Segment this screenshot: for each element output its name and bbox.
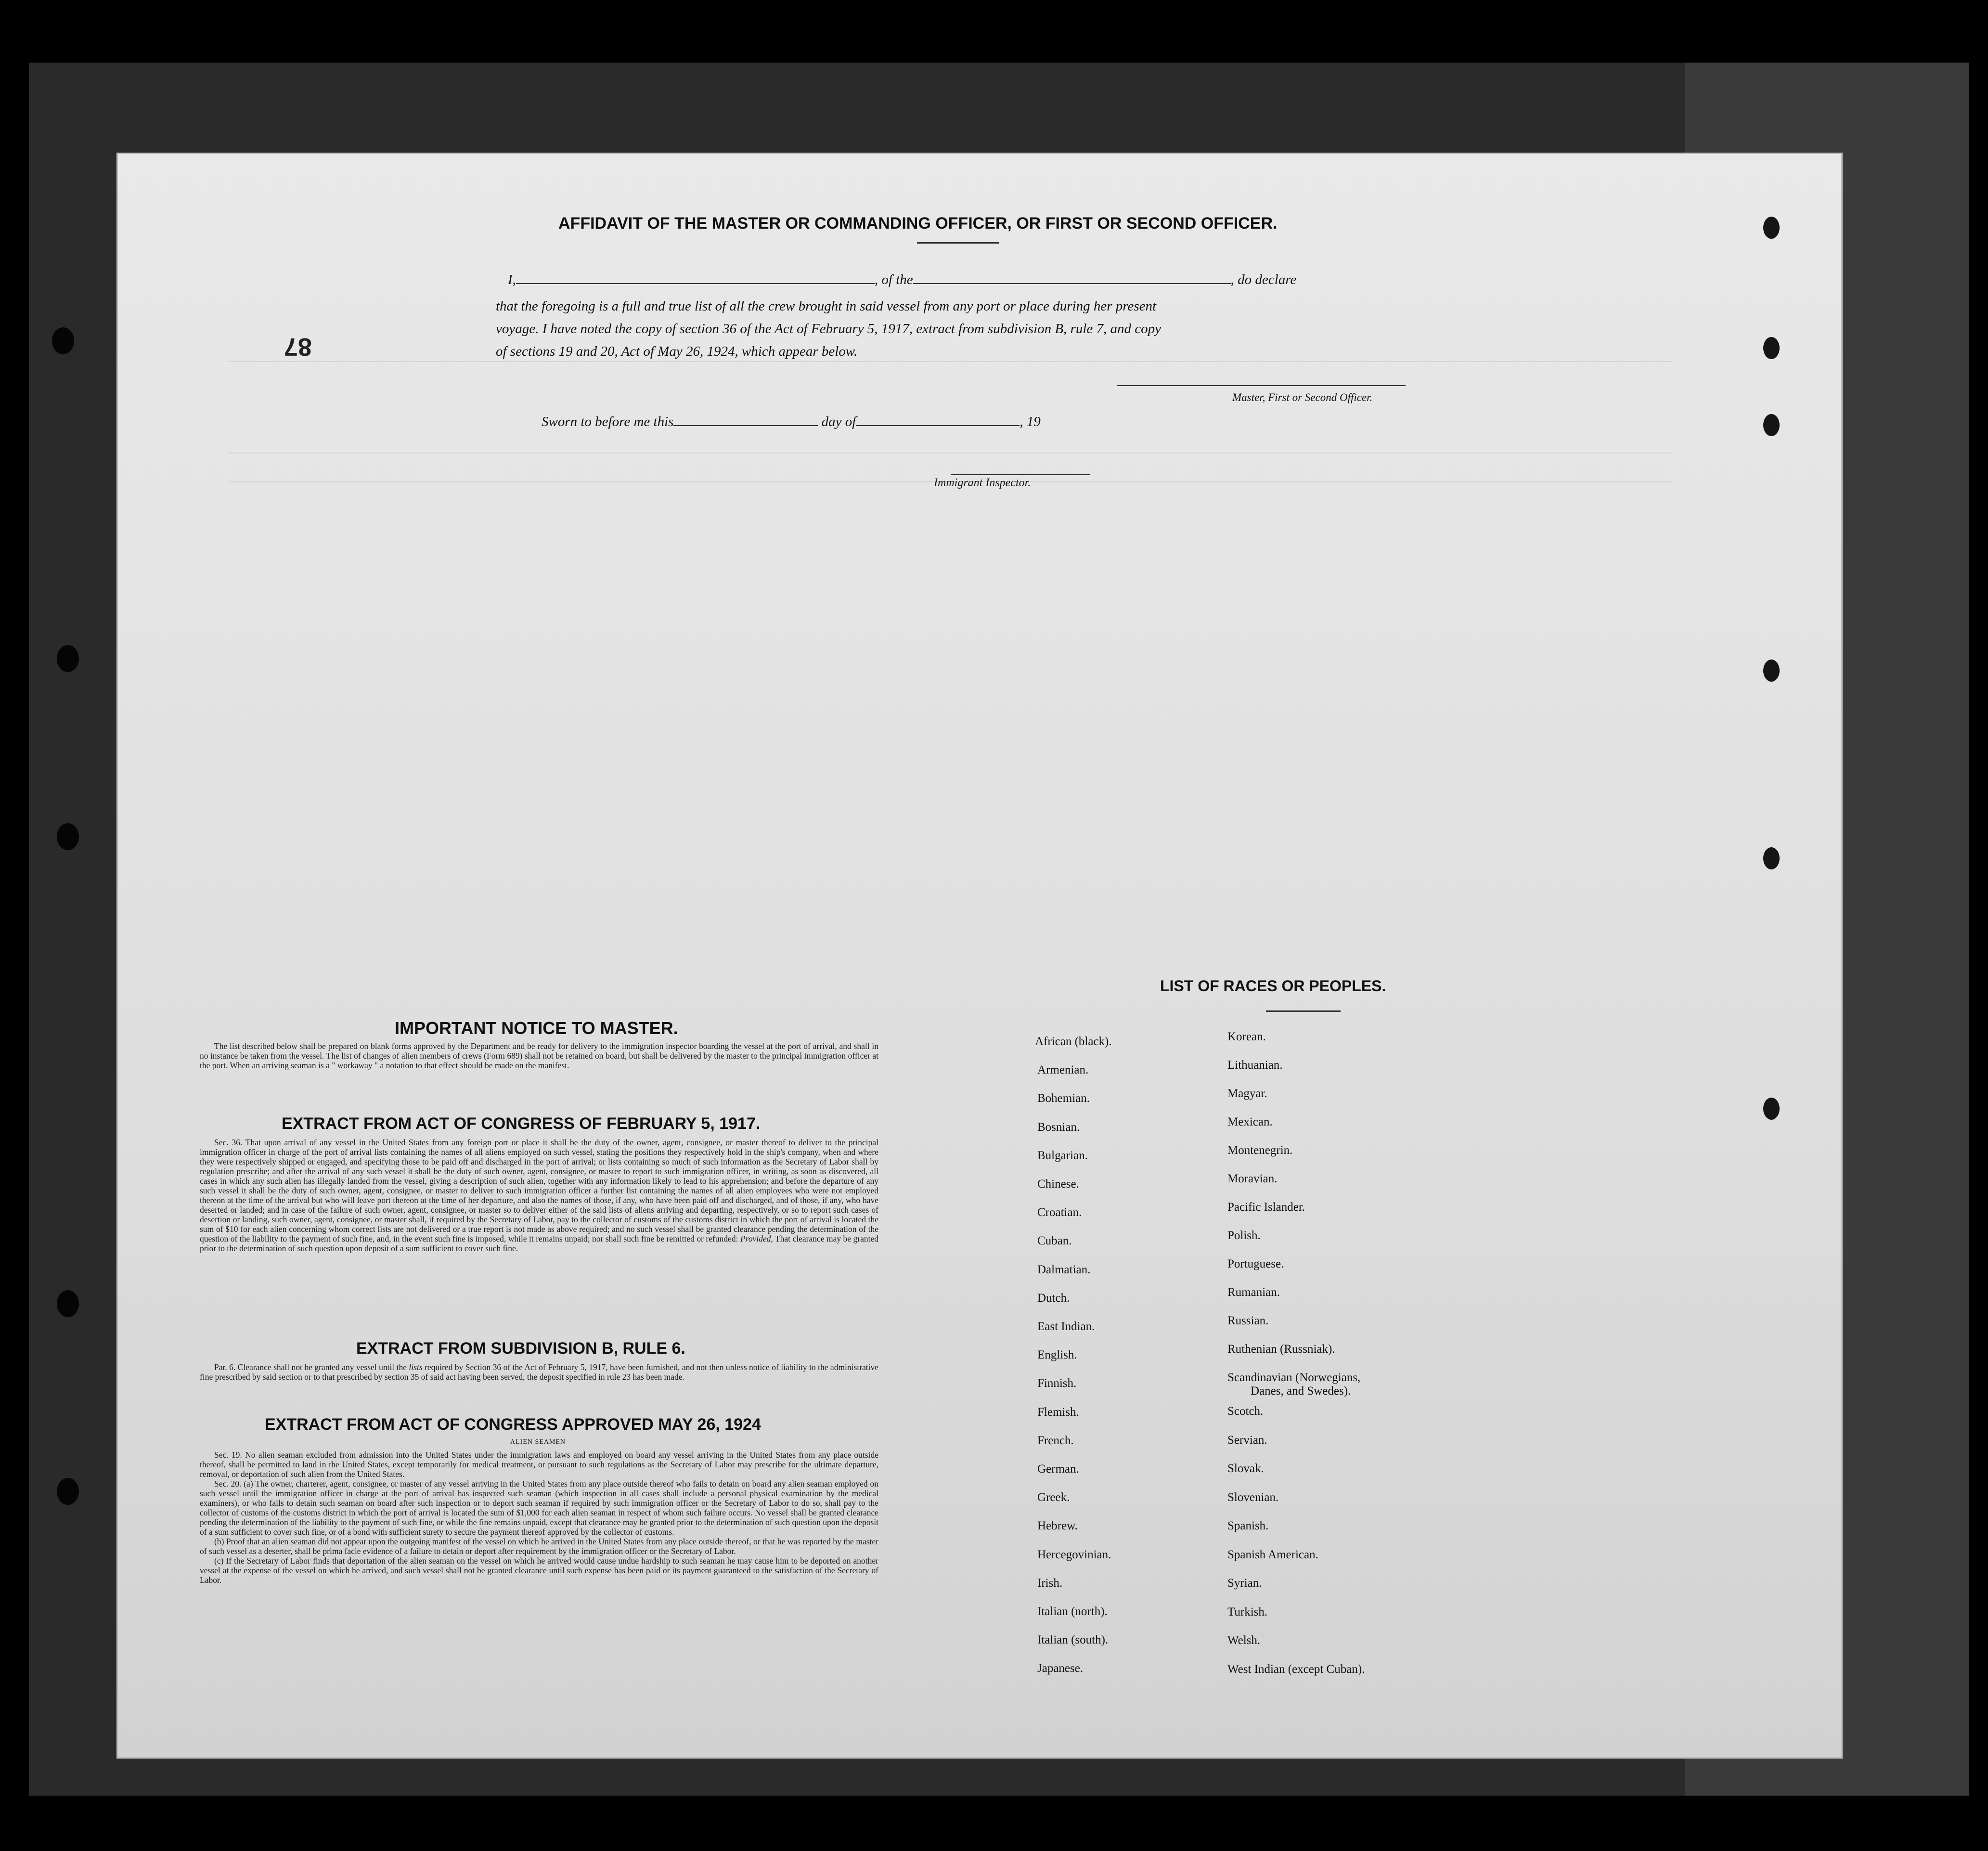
extract-1924-text [200, 1450, 878, 1585]
race-item: Greek. [1037, 1491, 1070, 1504]
punch-hole [1763, 1098, 1780, 1120]
sworn-label: Sworn to before me this [542, 414, 674, 429]
of-the-label: , of the [874, 272, 913, 287]
race-item: Spanish. [1227, 1519, 1269, 1532]
lists-word: lists [409, 1362, 423, 1372]
proviso-label: Provided, [740, 1234, 773, 1243]
manifest-page [118, 154, 1841, 1757]
sworn-month-field[interactable] [856, 425, 1020, 426]
race-scandinavian-line-2: Danes, and Swedes). [1251, 1385, 1351, 1398]
punch-hole [1763, 337, 1780, 359]
race-item: Dutch. [1037, 1291, 1070, 1305]
race-item: Italian (north). [1037, 1605, 1108, 1618]
race-item: Bulgarian. [1037, 1149, 1088, 1162]
race-item-scandinavian [1227, 1371, 1360, 1398]
race-item: Chinese. [1037, 1178, 1079, 1191]
subdivision-text [200, 1362, 878, 1382]
sec20-label: Sec. 20. [214, 1479, 242, 1489]
race-item: Cuban. [1037, 1234, 1072, 1248]
race-item: Russian. [1227, 1314, 1269, 1327]
race-item: Servian. [1227, 1433, 1267, 1447]
binder-hole [57, 1478, 79, 1505]
race-item: Portuguese. [1227, 1257, 1284, 1270]
punch-hole [1763, 660, 1780, 682]
race-item: Slovak. [1227, 1462, 1264, 1475]
sworn-line [542, 414, 1041, 430]
i-label: I, [508, 272, 516, 287]
vessel-name-field[interactable] [913, 283, 1231, 284]
affidavit-title: AFFIDAVIT OF THE MASTER OR COMMANDING OFFICER, OR FIRST OR SECOND OFFICER. [558, 214, 1278, 233]
punch-hole [1763, 847, 1780, 869]
race-item: Korean. [1227, 1030, 1266, 1043]
races-title: LIST OF RACES OR PEOPLES. [1160, 977, 1386, 995]
subdivision-title: EXTRACT FROM SUBDIVISION B, RULE 6. [356, 1339, 685, 1358]
affidavit-line-4: of sections 19 and 20, Act of May 26, 1924, which appear below. [496, 344, 858, 359]
master-signature-field[interactable] [1117, 385, 1406, 386]
binder-hole [57, 1290, 79, 1317]
affidavit-declaration-line [508, 272, 1296, 288]
bleed-through-rule [229, 361, 1673, 372]
sec36-body: That upon arrival of any vessel in the United States from any foreign port or place it shall be the duty of the owner, agent, consignee, or master thereof to deliver to the principal immigration officer in charge of the port of arrival lists containing the names of all aliens employed on such vessel, stating the positions they respectively hold in the ship's company, when and where they were respectively shipped or engaged, and specifying those to be paid off and discharged in the port of arrival; or lists containing so much of such information as the Secretary of Labor shall by regulation prescribe; and after the arrival of any such vessel it shall be the duty of such owner, agent, consignee, or master to report to such immigration officer, in writing, as soon as discovered, all cases in which any such alien has illegally landed from the vessel, giving a description of such alien, together with any information likely to lead to his apprehension; and before the departure of any such vessel it shall be the duty of such owner, agent, consignee, or master to deliver to such immigration officer a further list containing the names of all alien employees who were not employed thereon at the time of the arrival but who will leave port thereon at the time of her departure, and also the names of those, if any, who have been paid off and discharged, and of those, if any, who have deserted or landed; and in case of the failure of such owner, agent, consignee, or master so to deliver either of the said lists of aliens arriving and departing, respectively, or so to report such cases of desertion or landing, such owner, agent, consignee, or master shall, if required by the Secretary of Labor, pay to the collector of customs of the customs district in which the port of arrival is located the sum of $10 for each alien concerning whom correct lists are not delivered or a true report is not made as above required; and no such vessel shall be granted clearance pending the determination of the question of the liability to the payment of such fine, and, in the event such fine is imposed, while it remains unpaid; nor shall such fine be remitted or refunded: [200, 1138, 878, 1243]
notice-text: The list described below shall be prepared on blank forms approved by the Department and be ready for delivery to the immigration inspector boarding the vessel at the port of arrival, and shall in no instance be taken from the vessel. The list of changes of alien members of crews (Form 689) shall not be retained on board, but shall be delivered by the master to the principal immigration officer at the port. When an arriving seaman is a " workaway " a notation to that effect should be made on the manifest. [200, 1041, 878, 1070]
sec19-label: Sec. 19. [214, 1450, 242, 1460]
race-item: English. [1037, 1348, 1077, 1362]
sec36-label: Sec. 36. [214, 1138, 243, 1147]
extract-1924-title: EXTRACT FROM ACT OF CONGRESS APPROVED MAY 26, 1924 [265, 1415, 761, 1434]
sec19-text: No alien seaman excluded from admission into the United States under the immigration laws and employed on board any vessel arriving in the United States from any place outside thereof, shall be permitted to land in the United States, except temporarily for medical treatment, or pursuant to such regulations as the Secretary of Labor may prescribe for the ultimate departure, removal, or deportation of such alien from the United States. [200, 1450, 878, 1479]
race-item: Bohemian. [1037, 1092, 1090, 1105]
race-item: Japanese. [1037, 1662, 1084, 1675]
binder-hole [52, 327, 74, 354]
race-item: Spanish American. [1227, 1548, 1318, 1561]
race-item: East Indian. [1037, 1320, 1095, 1333]
race-item: Flemish. [1037, 1405, 1079, 1419]
race-item: Bosnian. [1037, 1120, 1080, 1134]
race-item: German. [1037, 1463, 1079, 1476]
race-item: Syrian. [1227, 1577, 1262, 1590]
race-item: Moravian. [1227, 1172, 1278, 1185]
par6-label: Par. 6. [214, 1362, 236, 1372]
par6-text-a: Clearance shall not be granted any vessel until the [237, 1362, 407, 1372]
race-item: Croatian. [1037, 1206, 1082, 1219]
year-label: , 19 [1020, 414, 1041, 429]
punch-hole [1763, 217, 1780, 239]
sec20a-text: (a) The owner, charterer, agent, consignee, or master of any vessel arriving in the United States from any place outside thereof who fails to detain on board any alien seaman employed on such vessel until the immigration officer in charge at the port of arrival has inspected such seaman (which inspection in all cases shall include a personal physical examination by the medical examiners), or who fails to detain such seaman on board after such inspection or to deport such seaman if required by such immigration officer or the Secretary of Labor to do so, shall pay to the collector of customs of the customs district in which the port of arrival is located the sum of $1,000 for each alien seaman in respect of whom such failure occurs. No vessel shall be granted clearance pending the determination of the liability to the payment of such fine, or while the fine remains unpaid, except that clearance may be granted prior to the determination of such question upon the deposit of a sum sufficient to cover such fine, or of a bond with sufficient surety to secure the payment thereof approved by the collector of customs. [200, 1479, 878, 1537]
inspector-signature-field[interactable] [951, 474, 1090, 475]
bleed-through-rule [229, 453, 1673, 463]
master-label: Master, First or Second Officer. [1232, 391, 1373, 403]
race-item: Armenian. [1037, 1063, 1089, 1077]
race-item: French. [1037, 1434, 1074, 1447]
race-item: Ruthenian (Russniak). [1227, 1343, 1335, 1356]
race-item: Pacific Islander. [1227, 1201, 1305, 1214]
race-item: Slovenian. [1227, 1490, 1279, 1504]
notice-title: IMPORTANT NOTICE TO MASTER. [395, 1018, 678, 1038]
race-item: Polish. [1227, 1229, 1261, 1242]
proviso-text: That clearance may be granted prior to the determination of such question upon deposit of a sum sufficient to cover such fine. [200, 1234, 879, 1253]
race-item: Italian (south). [1037, 1633, 1109, 1647]
race-item: Irish. [1037, 1576, 1063, 1590]
day-of-label: day of [821, 414, 856, 429]
race-item: African (black). [1035, 1035, 1112, 1048]
extract-1917-text [200, 1138, 878, 1253]
race-item: West Indian (except Cuban). [1227, 1662, 1365, 1676]
race-scandinavian-line-1: Scandinavian (Norwegians, [1227, 1371, 1361, 1384]
race-item: Mexican. [1227, 1115, 1273, 1128]
sec20c-text: (c) If the Secretary of Labor finds that deportation of the alien seaman on the vessel on which he arrived would cause undue hardship to such seaman he may cause him to be deported on another vessel at the expense of the vessel on which he arrived, and such vessel shall not be granted clearance until such expense has been paid or its payment guaranteed to the satisfaction of the Secretary of Labor. [200, 1556, 878, 1585]
binder-hole [57, 645, 79, 672]
race-item: Scotch. [1227, 1405, 1264, 1418]
punch-hole [1763, 414, 1780, 436]
races-rule [1266, 1010, 1341, 1012]
extract-1924-subtitle: ALIEN SEAMEN [510, 1438, 566, 1446]
race-item: Magyar. [1227, 1087, 1267, 1100]
race-item: Finnish. [1037, 1377, 1077, 1390]
inspector-label: Immigrant Inspector. [934, 477, 1031, 489]
affidavit-line-2: that the foregoing is a full and true list of all the crew brought in said vessel from any port or place during her present [496, 298, 1157, 314]
race-item: Lithuanian. [1227, 1059, 1283, 1072]
race-item: Dalmatian. [1037, 1263, 1091, 1276]
binder-hole [57, 823, 79, 850]
extract-1917-title: EXTRACT FROM ACT OF CONGRESS OF FEBRUARY 5, 1917. [282, 1114, 761, 1133]
race-item: Welsh. [1227, 1634, 1261, 1647]
margin-mark: 87 [284, 333, 312, 361]
sec20b-text: (b) Proof that an alien seaman did not appear upon the outgoing manifest of the vessel on which he arrived in the United States from any place outside thereof, or that he was reported by the master of such vessel as a deserter, shall be prima facie evidence of a failure to detain or deport after requirement by the immigration officer or the Secretary of Labor. [200, 1537, 878, 1556]
affidavit-line-3: voyage. I have noted the copy of section 36 of the Act of February 5, 1917, extract from subdivision B, rule 7, and copy [496, 321, 1162, 337]
race-item: Hebrew. [1037, 1519, 1078, 1533]
race-item: Turkish. [1227, 1605, 1268, 1618]
race-item: Montenegrin. [1227, 1144, 1293, 1157]
race-item: Hercegovinian. [1037, 1548, 1111, 1561]
sworn-day-field[interactable] [673, 425, 818, 426]
race-item: Rumanian. [1227, 1286, 1280, 1299]
title-rule [917, 242, 999, 244]
par6-text-b: required by Section 36 of the Act of February 5, 1917, have been furnished, and not then unless notice of liability to the administrative fine prescribed by said section or to that prescribed by section 35 of said act having been served, the deposit specified in rule 23 has been made. [200, 1362, 879, 1382]
officer-name-field[interactable] [516, 283, 875, 284]
do-declare-label: , do declare [1230, 272, 1297, 287]
